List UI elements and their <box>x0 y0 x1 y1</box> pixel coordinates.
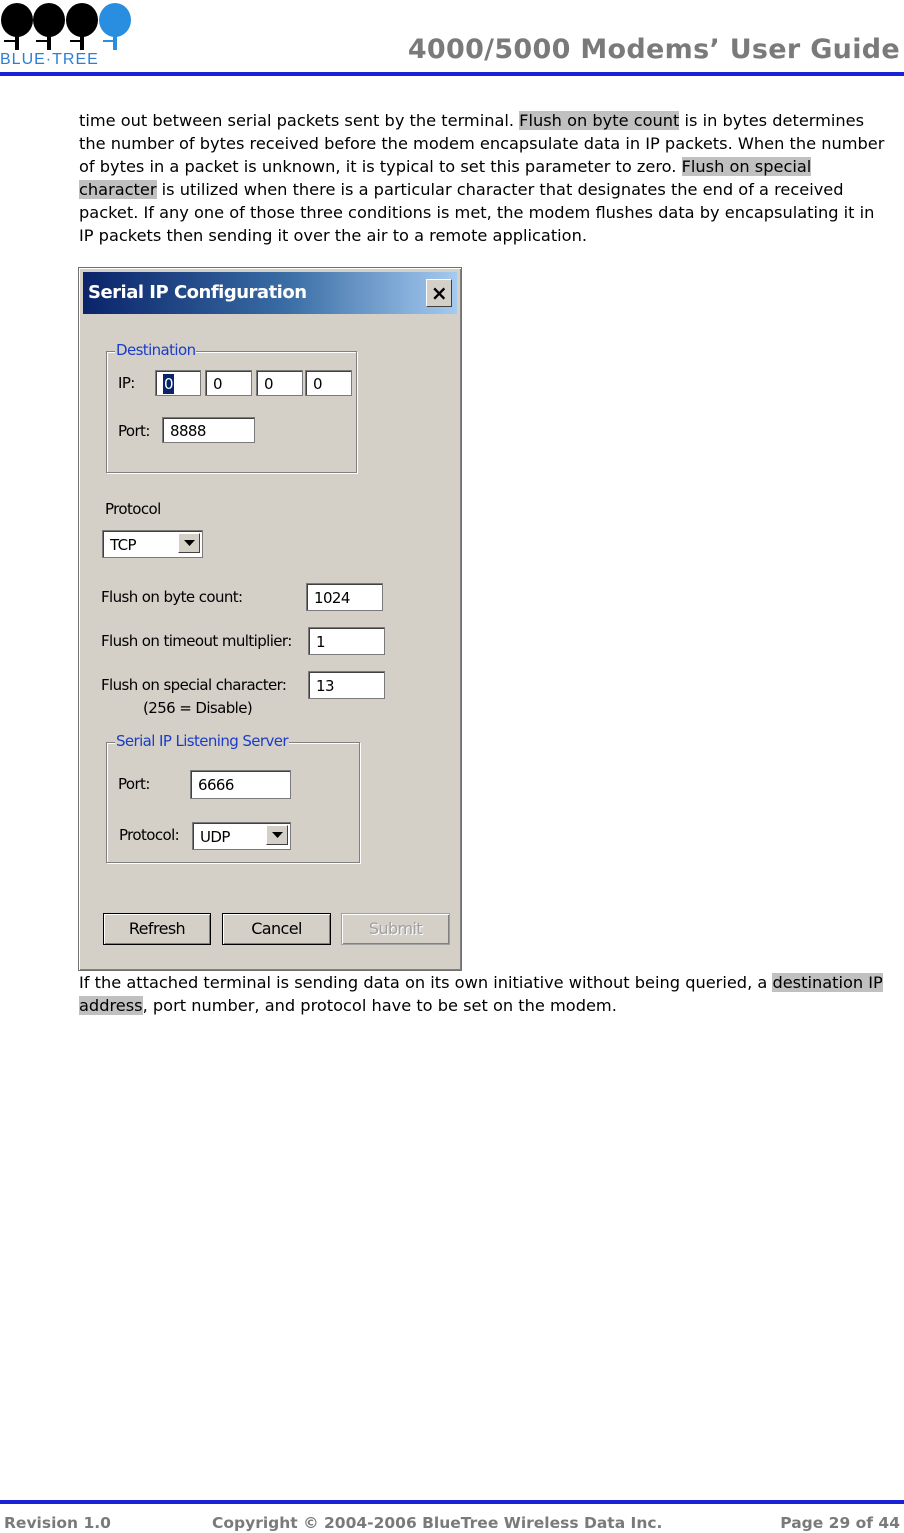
listening-server-group <box>106 732 360 863</box>
text-run: If the attached terminal is sending data on its own initiative without being queried, a <box>79 973 773 992</box>
tree-logo-icon <box>0 0 136 54</box>
flush-special-character-input[interactable]: 13 <box>308 671 385 699</box>
flush-byte-count-input[interactable]: 1024 <box>306 583 383 611</box>
chevron-down-icon[interactable] <box>266 825 288 845</box>
text-run: is utilized when there is a particular character that designates the end of a received packet. If any one of those three conditions is met, the modem flushes data by encapsulating it in IP packets then sending it over the air to a remote application. <box>79 179 875 245</box>
protocol-label: Protocol <box>105 500 161 518</box>
ip-octet-1-input[interactable] <box>155 370 201 396</box>
paragraph-flush-description <box>79 110 889 247</box>
flush-special-character-label: Flush on special character: <box>101 676 287 694</box>
ip-octet-3-input[interactable]: 0 <box>256 370 303 396</box>
destination-port-input[interactable]: 8888 <box>162 417 255 443</box>
ip-octet-4-input[interactable]: 0 <box>305 370 352 396</box>
logo-text: BLUE·TREE <box>0 51 99 68</box>
flush-timeout-label: Flush on timeout multiplier: <box>101 632 292 650</box>
serial-ip-configuration-dialog <box>78 267 462 971</box>
highlight-flush-special-character: Flush on special character <box>79 156 812 199</box>
footer-page-number: Page 29 of 44 <box>780 1514 900 1532</box>
flush-timeout-input[interactable]: 1 <box>308 627 385 655</box>
listening-server-group-label: Serial IP Listening Server <box>116 732 288 750</box>
chevron-down-icon[interactable] <box>178 533 200 553</box>
dialog-titlebar <box>83 272 457 314</box>
cancel-button[interactable]: Cancel <box>222 913 331 945</box>
submit-button[interactable]: Submit <box>341 913 450 945</box>
footer-rule <box>0 1500 904 1504</box>
header-rule <box>0 72 904 76</box>
dialog-title: Serial IP Configuration <box>88 282 307 303</box>
listening-protocol-select-value: UDP <box>200 828 230 846</box>
highlight-destination-ip-address: destination IP address <box>79 973 883 1015</box>
ip-label: IP: <box>118 374 135 392</box>
document-title: 4000/5000 Modems’ User Guide <box>407 34 900 65</box>
close-button[interactable]: × <box>426 279 452 307</box>
protocol-select-value: TCP <box>110 536 137 554</box>
destination-group-label: Destination <box>116 341 196 359</box>
dropdown-arrow-icon <box>272 832 283 839</box>
listening-port-label: Port: <box>118 775 150 793</box>
ip-octet-1-value: 0 <box>164 375 173 393</box>
flush-byte-count-label: Flush on byte count: <box>101 588 243 606</box>
refresh-button[interactable]: Refresh <box>103 913 211 945</box>
text-run: is in bytes determines the number of bytes received before the modem encapsulate data in IP packets. When the number of bytes in a packet is unknown, it is typical to set this parameter to zero. <box>79 111 885 176</box>
footer-copyright: Copyright © 2004-2006 BlueTree Wireless Data Inc. <box>212 1514 663 1532</box>
destination-group <box>106 341 357 473</box>
ip-octet-2-input[interactable]: 0 <box>205 370 252 396</box>
flush-special-character-note: (256 = Disable) <box>143 699 253 717</box>
listening-protocol-select[interactable] <box>192 822 291 850</box>
destination-port-label: Port: <box>118 422 150 440</box>
dropdown-arrow-icon <box>184 540 195 547</box>
listening-protocol-label: Protocol: <box>119 826 180 844</box>
footer-revision: Revision 1.0 <box>4 1514 111 1532</box>
listening-port-input[interactable]: 6666 <box>190 770 291 799</box>
paragraph-destination-note <box>79 972 889 1018</box>
text-run: time out between serial packets sent by the terminal. <box>79 111 520 130</box>
text-run: , port number, and protocol have to be set on the modem. <box>142 995 617 1015</box>
highlight-flush-byte-count: Flush on byte count <box>519 111 680 130</box>
protocol-select[interactable] <box>102 530 203 558</box>
